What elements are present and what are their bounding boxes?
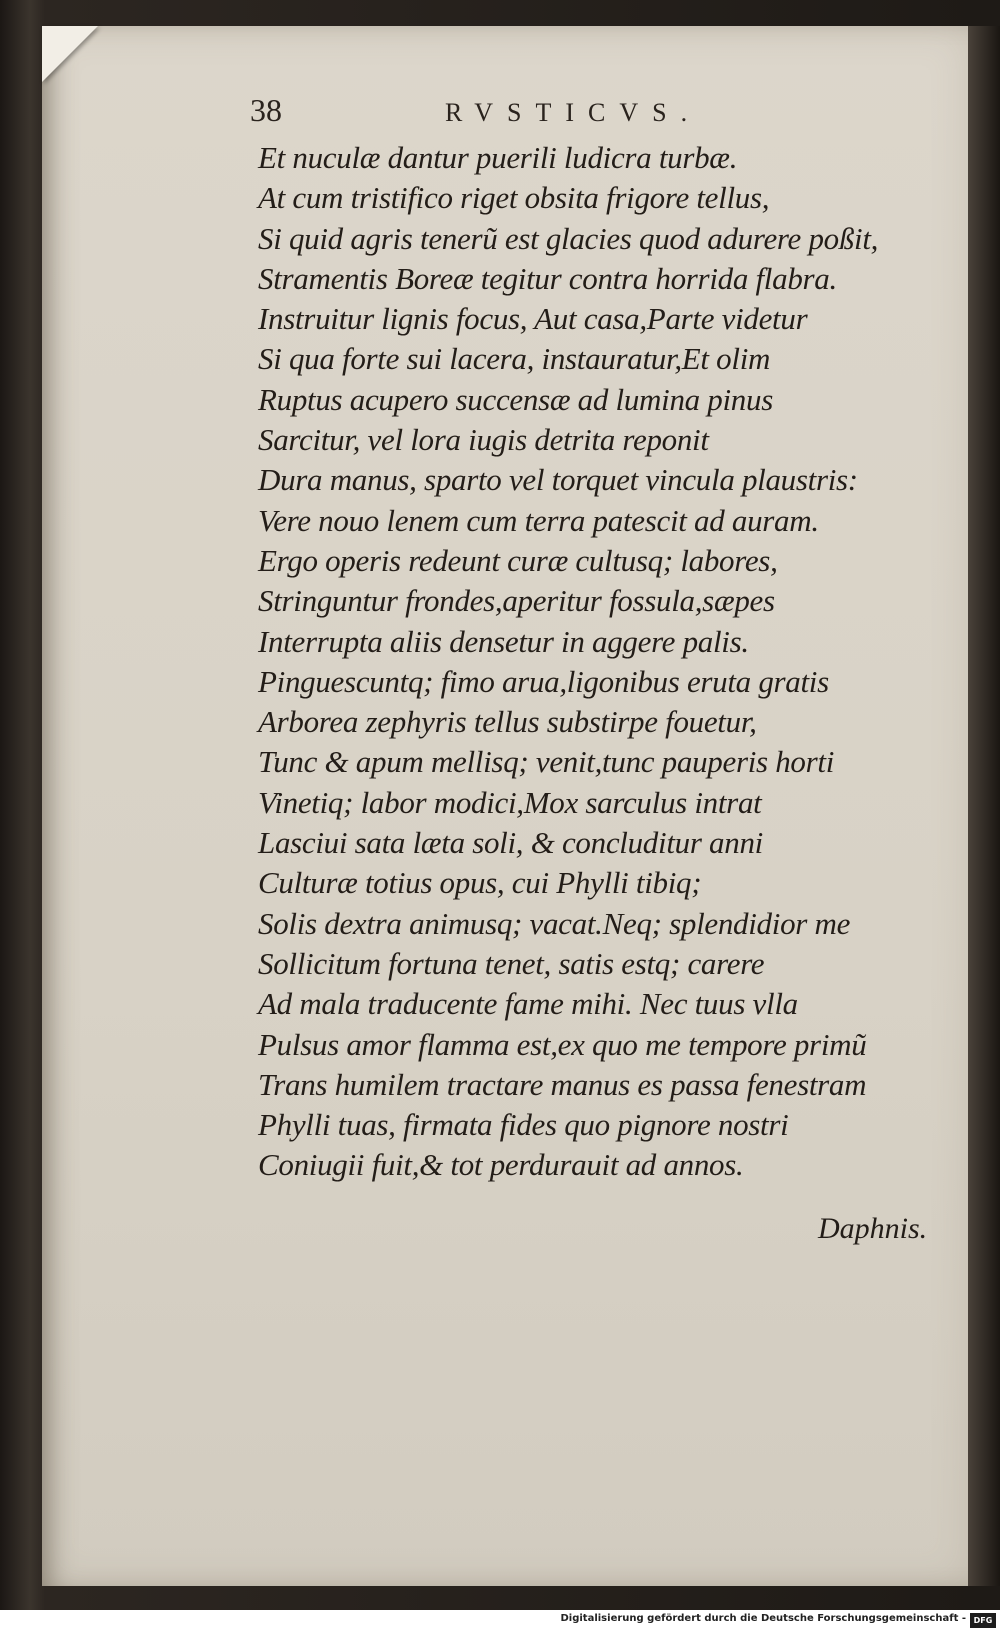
- verse-line: Vere nouo lenem cum terra patescit ad auram.: [258, 502, 819, 538]
- verse-line: Et nuculæ dantur puerili ludicra turbæ.: [258, 140, 738, 175]
- verse-line: Ergo operis redeunt curæ cultusq; labores,: [258, 542, 778, 578]
- verse-line: Stramentis Boreæ tegitur contra horrida flabra.: [258, 260, 837, 296]
- page-edge-shadow: [968, 26, 1000, 1586]
- verse-line: Vinetiq; labor modici,Mox sarculus intrat: [258, 784, 762, 820]
- funding-credit: Digitalisierung gefördert durch die Deutsche Forschungsgemeinschaft -: [560, 1613, 966, 1624]
- digitization-footer: [0, 1610, 1000, 1632]
- verse-line: At cum tristifico riget obsita frigore tellus,: [258, 180, 770, 216]
- verse-line: Instruitur lignis focus, Aut casa,Parte videtur: [258, 301, 808, 337]
- verse-line: Trans humilem tractare manus es passa fenestram: [258, 1066, 867, 1102]
- verse-line: Interrupta aliis densetur in aggere palis.: [258, 623, 749, 659]
- folded-corner: [42, 26, 98, 82]
- running-title: RVSTICVS.: [445, 98, 702, 127]
- verse-line: Stringuntur frondes,aperitur fossula,sæpes: [258, 583, 775, 619]
- verse-line: Dura manus, sparto vel torquet vincula plaustris:: [258, 462, 858, 498]
- verse-line: Pulsus amor flamma est,ex quo me tempore primũ: [258, 1026, 867, 1062]
- verse-text: [258, 138, 958, 1186]
- verse-line: Arborea zephyris tellus substirpe fouetur,: [258, 704, 757, 740]
- verse-line: Si quid agris tenerũ est glacies quod adurere poßit,: [258, 220, 879, 256]
- verse-line: Pinguescuntq; fimo arua,ligonibus eruta gratis: [258, 663, 829, 699]
- page-header: [250, 92, 950, 136]
- verse-line: Solis dextra animusq; vacat.Neq; splendidior me: [258, 905, 851, 941]
- dfg-logo-icon: DFG: [970, 1613, 996, 1628]
- verse-line: Tunc & apum mellisq; venit,tunc pauperis horti: [258, 744, 835, 780]
- verse-line: Sarcitur, vel lora iugis detrita reponit: [258, 422, 709, 458]
- verse-line: Lasciui sata læta soli, & concluditur anni: [258, 825, 763, 861]
- verse-line: Culturæ totius opus, cui Phylli tibiq;: [258, 865, 702, 901]
- verse-line: Ruptus acupero succensæ ad lumina pinus: [258, 381, 773, 417]
- page-number: 38: [250, 92, 282, 128]
- catchword: Daphnis.: [818, 1212, 928, 1245]
- verse-line: Phylli tuas, firmata fides quo pignore nostri: [258, 1107, 789, 1143]
- verse-line: Sollicitum fortuna tenet, satis estq; carere: [258, 945, 765, 981]
- verse-line: Si qua forte sui lacera, instauratur,Et olim: [258, 341, 771, 377]
- verse-line: Ad mala traducente fame mihi. Nec tuus vlla: [258, 986, 798, 1022]
- verse-line: Coniugii fuit,& tot perdurauit ad annos.: [258, 1147, 744, 1183]
